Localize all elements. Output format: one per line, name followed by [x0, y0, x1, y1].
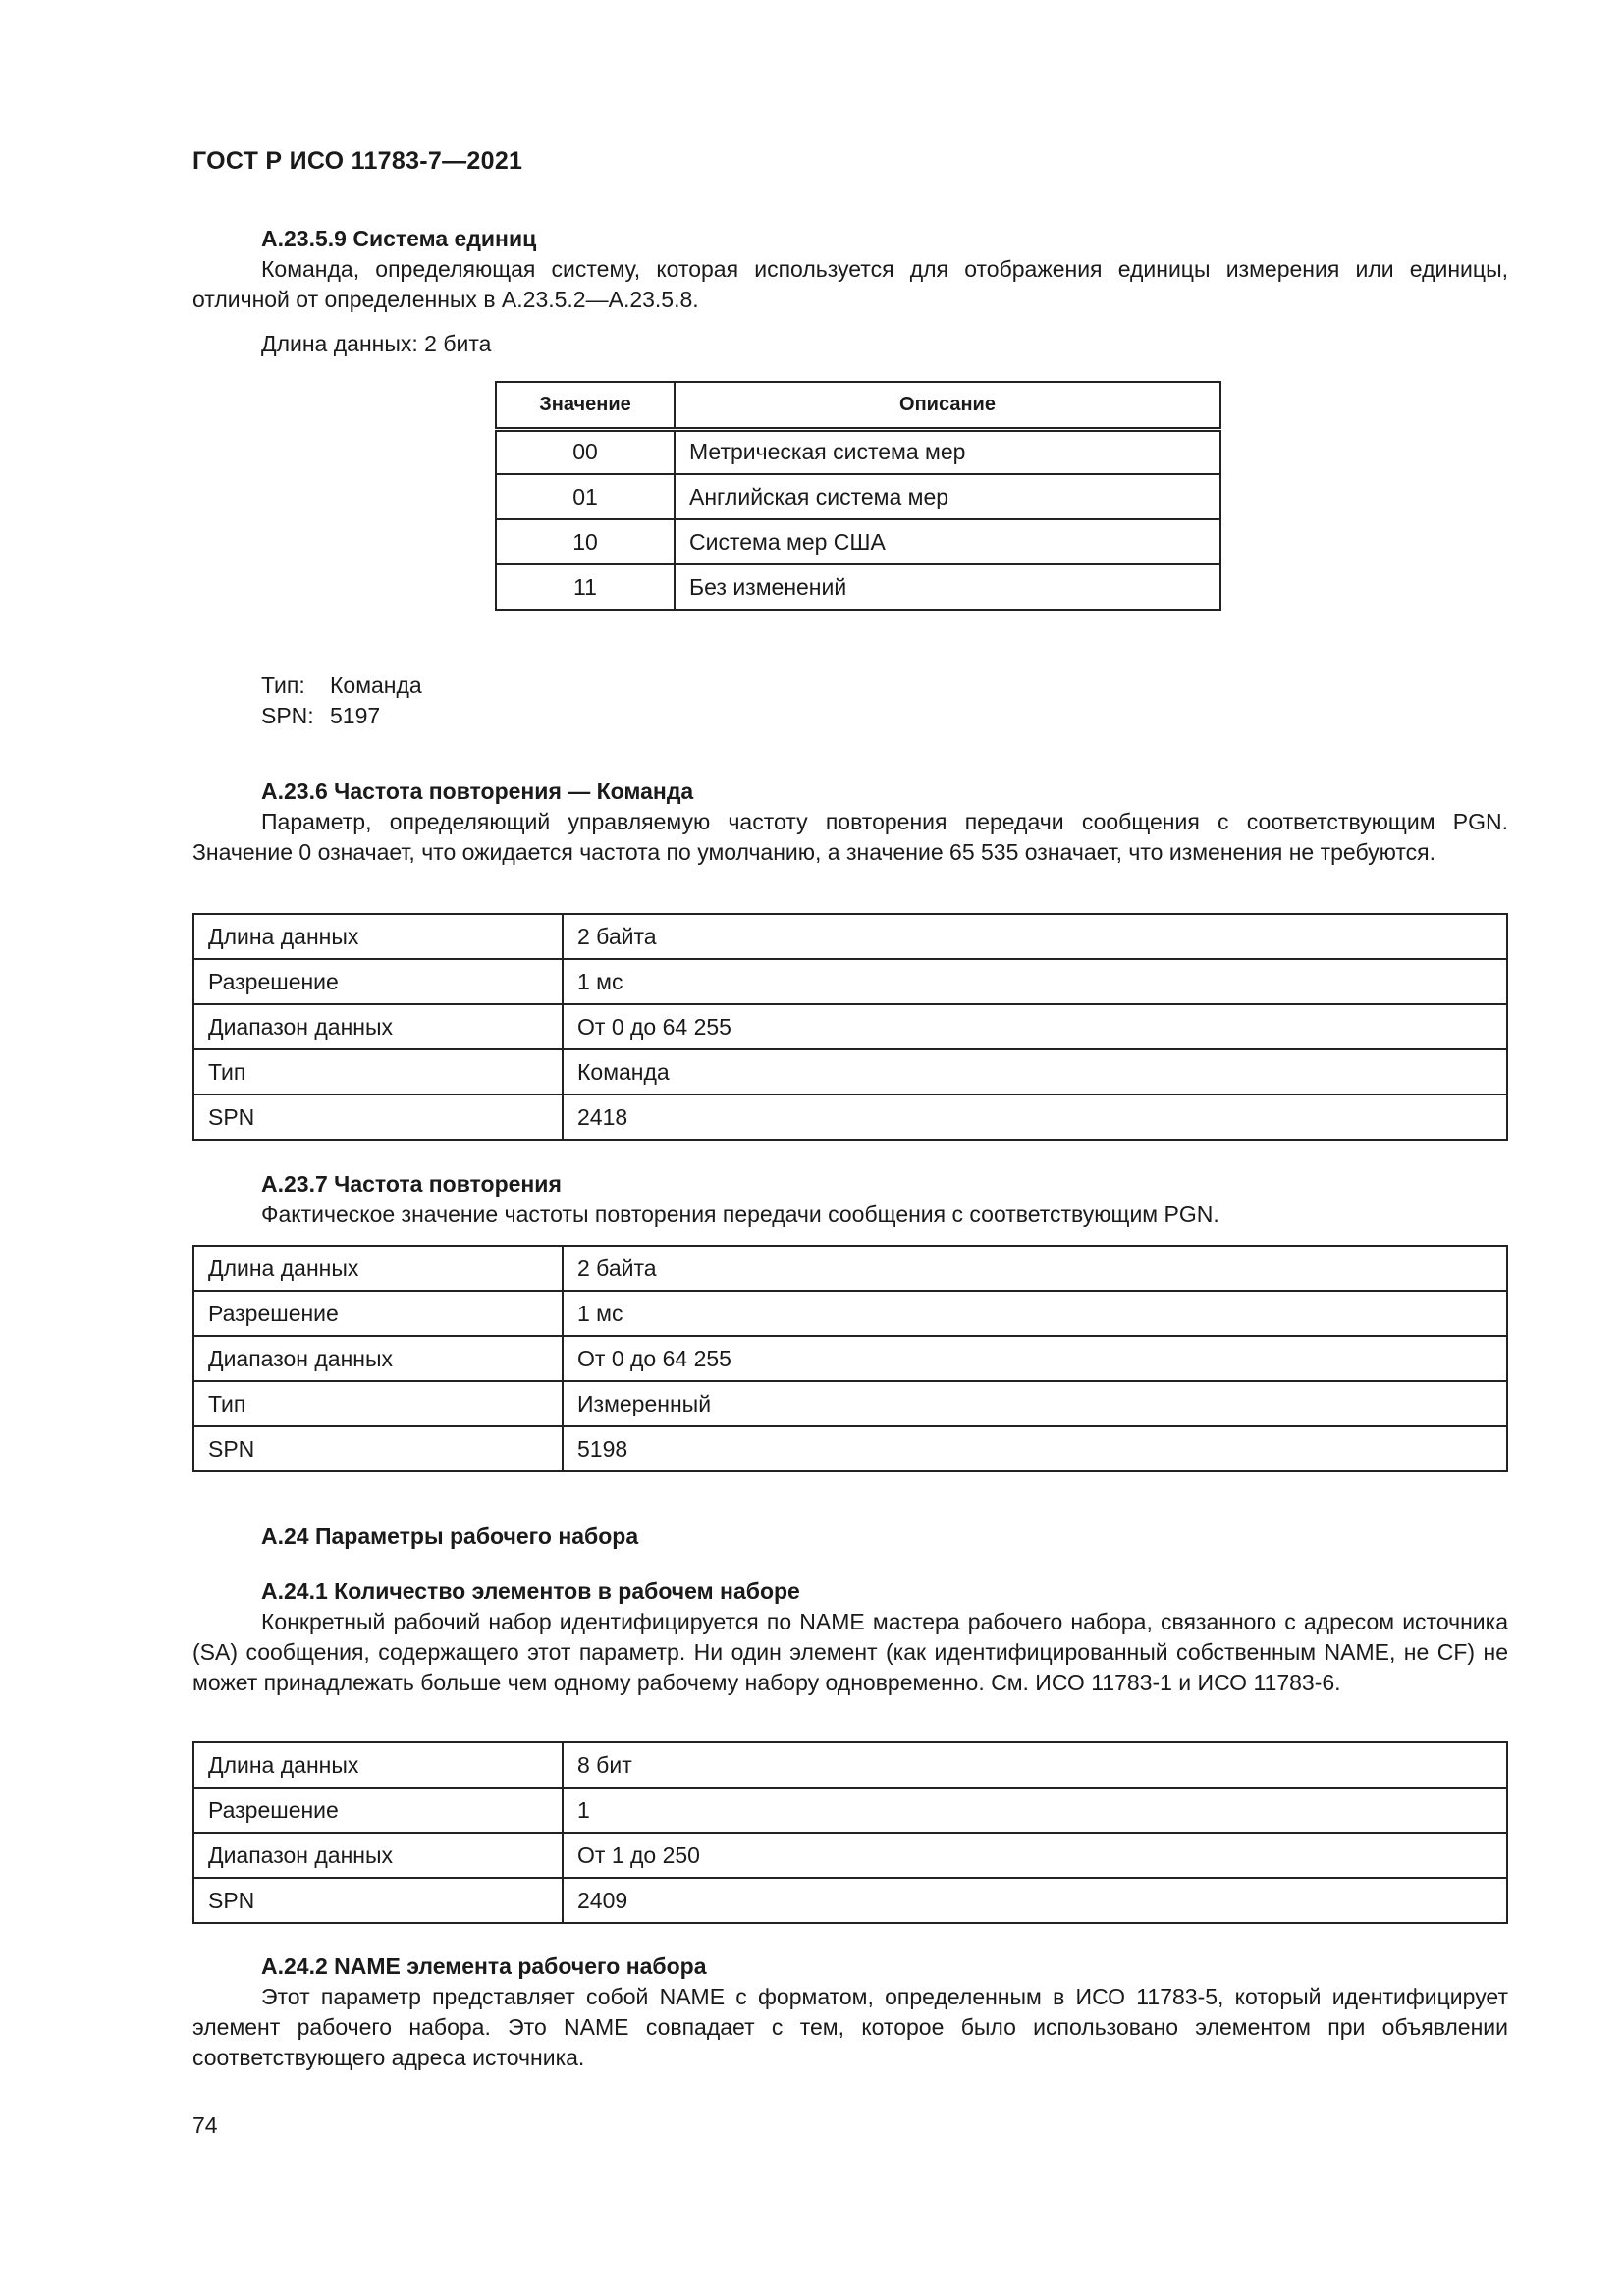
- table-row: [193, 1742, 1507, 1788]
- param-name: Тип: [193, 1381, 563, 1426]
- table-row: [193, 1336, 1507, 1381]
- rate-command-table: [192, 913, 1508, 1141]
- param-name: SPN: [193, 1878, 563, 1923]
- type-spn-block: [192, 670, 1508, 731]
- section-text: Фактическое значение частоты повторения передачи сообщения с соответствующим PGN.: [261, 1201, 1219, 1227]
- spn-line: [192, 701, 1508, 731]
- section-title: А.23.5.9 Система единиц: [261, 226, 537, 251]
- param-name: Разрешение: [193, 959, 563, 1004]
- table-cell: Система мер США: [675, 519, 1220, 564]
- param-value: От 1 до 250: [563, 1833, 1507, 1878]
- table-row: [193, 1291, 1507, 1336]
- table-row: [193, 1833, 1507, 1878]
- section-a24: [192, 1522, 1508, 1552]
- section-a23-5-9: [192, 224, 1508, 359]
- data-length-line: Длина данных: 2 бита: [261, 331, 492, 356]
- param-name: Длина данных: [193, 1246, 563, 1291]
- spn-label: SPN:: [261, 703, 314, 728]
- param-value: 2409: [563, 1878, 1507, 1923]
- type-line: [192, 670, 1508, 701]
- section-title: А.24 Параметры рабочего набора: [261, 1523, 639, 1549]
- param-name: Разрешение: [193, 1788, 563, 1833]
- table-cell: Метрическая система мер: [675, 429, 1220, 474]
- param-value: 8 бит: [563, 1742, 1507, 1788]
- section-title: А.24.2 NAME элемента рабочего набора: [261, 1953, 707, 1979]
- table-row: [193, 1878, 1507, 1923]
- table-row: [193, 1788, 1507, 1833]
- type-value: Команда: [330, 672, 422, 698]
- table-cell: 00: [496, 429, 675, 474]
- rate-measured-table: [192, 1245, 1508, 1472]
- param-value: От 0 до 64 255: [563, 1336, 1507, 1381]
- section-text: Конкретный рабочий набор идентифицируется по NAME мастера рабочего набора, связанного с адресом источника (SA) сообщения, содержащего этот параметр. Ни один элемент (как идентифицированный собственным NAME, не CF) не может принадлежать больше чем одному рабочему набору одновременно. См. ИСО 11783-1 и ИСО 11783-6.: [192, 1609, 1508, 1695]
- param-value: 1 мс: [563, 959, 1507, 1004]
- table-row: [193, 1004, 1507, 1049]
- param-value: Команда: [563, 1049, 1507, 1095]
- table-cell: Английская система мер: [675, 474, 1220, 519]
- param-name: Разрешение: [193, 1291, 563, 1336]
- table-row: [193, 1095, 1507, 1140]
- document-header: ГОСТ Р ИСО 11783-7—2021: [192, 147, 523, 175]
- param-value: 1: [563, 1788, 1507, 1833]
- table-row: [193, 1381, 1507, 1426]
- param-name: Диапазон данных: [193, 1336, 563, 1381]
- param-value: 1 мс: [563, 1291, 1507, 1336]
- section-text: Этот параметр представляет собой NAME с форматом, определенным в ИСО 11783-5, который идентифицирует элемент рабочего набора. Это NAME совпадает с тем, которое было использовано элементом при объявлении соответствующего адреса источника.: [192, 1984, 1508, 2070]
- table-header-row: [496, 382, 1220, 429]
- section-a23-6: [192, 776, 1508, 868]
- param-name: Тип: [193, 1049, 563, 1095]
- table-row: [193, 959, 1507, 1004]
- table-row: [496, 474, 1220, 519]
- table-row: [193, 1426, 1507, 1471]
- param-name: Диапазон данных: [193, 1004, 563, 1049]
- param-value: 2418: [563, 1095, 1507, 1140]
- section-text: Команда, определяющая систему, которая используется для отображения единицы измерения или единицы, отличной от определенных в А.23.5.2—А.23.5.8.: [192, 256, 1508, 312]
- table-row: [193, 1049, 1507, 1095]
- units-table: [495, 381, 1221, 611]
- param-value: От 0 до 64 255: [563, 1004, 1507, 1049]
- spn-value: 5197: [330, 703, 381, 728]
- section-title: А.24.1 Количество элементов в рабочем наборе: [261, 1578, 800, 1604]
- column-header: Описание: [675, 382, 1220, 429]
- table-row: [496, 564, 1220, 610]
- param-value: 2 байта: [563, 1246, 1507, 1291]
- param-value: Измеренный: [563, 1381, 1507, 1426]
- table-cell: 01: [496, 474, 675, 519]
- param-name: SPN: [193, 1095, 563, 1140]
- param-name: Длина данных: [193, 914, 563, 959]
- section-title: А.23.6 Частота повторения — Команда: [261, 778, 694, 804]
- section-a23-7: [192, 1169, 1508, 1230]
- param-name: Диапазон данных: [193, 1833, 563, 1878]
- table-row: [193, 914, 1507, 959]
- type-label: Тип:: [261, 672, 305, 698]
- section-text: Параметр, определяющий управляемую частоту повторения передачи сообщения с соответствующим PGN. Значение 0 означает, что ожидается частота по умолчанию, а значение 65 535 означает, что изменения не требуются.: [192, 809, 1508, 865]
- table-cell: 11: [496, 564, 675, 610]
- table-row: [496, 429, 1220, 474]
- page-number: 74: [192, 2112, 218, 2138]
- working-set-count-table: [192, 1741, 1508, 1924]
- param-value: 5198: [563, 1426, 1507, 1471]
- param-value: 2 байта: [563, 914, 1507, 959]
- section-title: А.23.7 Частота повторения: [261, 1171, 562, 1197]
- column-header: Значение: [496, 382, 675, 429]
- section-a24-1: [192, 1576, 1508, 1698]
- table-row: [496, 519, 1220, 564]
- table-cell: 10: [496, 519, 675, 564]
- table-cell: Без изменений: [675, 564, 1220, 610]
- section-a24-2: [192, 1951, 1508, 2073]
- param-name: SPN: [193, 1426, 563, 1471]
- param-name: Длина данных: [193, 1742, 563, 1788]
- table-row: [193, 1246, 1507, 1291]
